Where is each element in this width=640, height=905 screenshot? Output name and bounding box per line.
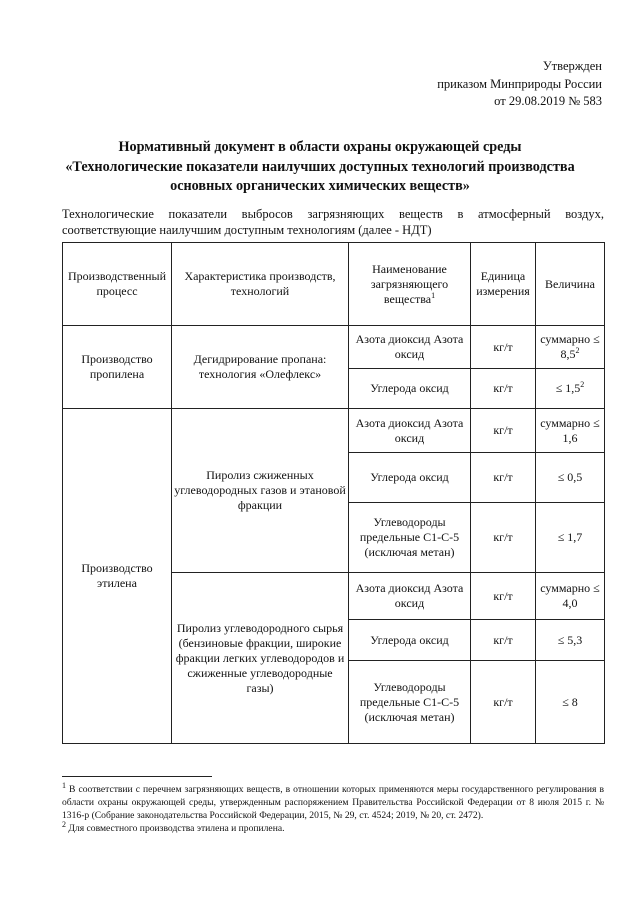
- cell-value: суммарно ≤ 1,6: [536, 409, 605, 453]
- title-line-3: основных органических химических веществ»: [170, 178, 470, 194]
- header-value: Величина: [536, 243, 605, 326]
- cell-value: ≤ $1,5^2$: [536, 369, 605, 409]
- header-process: Производственный процесс: [63, 243, 172, 326]
- cell-pollutant: Азота диоксид Азота оксид: [349, 326, 471, 369]
- footnotes: [62, 780, 604, 835]
- title-line-1: Нормативный документ в области охраны окружающей среды: [118, 139, 522, 155]
- approval-line-3: от 29.08.2019 № 583: [494, 94, 602, 108]
- document-title: [40, 138, 600, 197]
- table-row: [63, 409, 605, 453]
- approval-line-2: приказом Минприроды России: [437, 76, 602, 91]
- cell-value: ≤ 1,7: [536, 503, 605, 573]
- cell-unit: кг/т: [471, 620, 536, 661]
- cell-pollutant: Углерода оксид: [349, 369, 471, 409]
- header-pollutant: Наименование загрязняющего вещества$^1$: [349, 243, 471, 326]
- cell-tech-ethylene-1: Пиролиз сжиженных углеводородных газов и этановой фракции: [172, 409, 349, 573]
- cell-unit: кг/т: [471, 369, 536, 409]
- cell-value: ≤ 8: [536, 661, 605, 744]
- cell-pollutant: Азота диоксид Азота оксид: [349, 409, 471, 453]
- table-row: [63, 326, 605, 369]
- approval-line-1: Утвержден: [542, 59, 602, 73]
- cell-value: суммарно ≤ $8,5^2$: [536, 326, 605, 369]
- cell-process-propylene: Производство пропилена: [63, 326, 172, 409]
- cell-pollutant: Углеводороды предельные С1-С-5 (исключая метан): [349, 661, 471, 744]
- footnote-1: $^1$ В соответствии с перечнем загрязняющих веществ, в отношении которых применяются меры государственного регулирования в области охраны окружающей среды, утвержденным распоряжением Правительства Российской Федерации от 8 июля 2015 г. № 1316-р (Собрание законодательства Российской Федерации, 2015, № 29, ст. 4524; 2019, № 20, ст. 2472).: [62, 780, 604, 821]
- footnote-divider: [62, 776, 212, 777]
- cell-value: ≤ 5,3: [536, 620, 605, 661]
- cell-unit: кг/т: [471, 453, 536, 503]
- cell-process-ethylene: Производство этилена: [63, 409, 172, 744]
- cell-tech-propylene: Дегидрирование пропана: технология «Олефлекс»: [172, 326, 349, 409]
- header-unit: Единица измерения: [471, 243, 536, 326]
- footnote-2: $^2$ Для совместного производства этилена и пропилена.: [62, 819, 285, 834]
- cell-pollutant: Углерода оксид: [349, 620, 471, 661]
- cell-unit: кг/т: [471, 573, 536, 620]
- cell-unit: кг/т: [471, 661, 536, 744]
- header-characteristic: Характеристика производств, технологий: [172, 243, 349, 326]
- approval-block: [437, 58, 602, 111]
- indicators-table: [62, 242, 605, 744]
- cell-pollutant: Углерода оксид: [349, 453, 471, 503]
- table-header-row: [63, 243, 605, 326]
- cell-unit: кг/т: [471, 409, 536, 453]
- title-line-2: «Технологические показатели наилучших доступных технологий производства: [65, 158, 575, 175]
- cell-tech-ethylene-2: Пиролиз углеводородного сырья (бензиновые фракции, широкие фракции легких углеводородов и сжиженные углеводородные газы): [172, 573, 349, 744]
- cell-pollutant: Углеводороды предельные С1-С-5 (исключая метан): [349, 503, 471, 573]
- intro-paragraph: Технологические показатели выбросов загрязняющих веществ в атмосферный воздух, соответствующие наилучшим доступным технологиям (далее - НДТ): [62, 207, 604, 237]
- cell-pollutant: Азота диоксид Азота оксид: [349, 573, 471, 620]
- cell-unit: кг/т: [471, 503, 536, 573]
- cell-value: ≤ 0,5: [536, 453, 605, 503]
- cell-value: суммарно ≤ 4,0: [536, 573, 605, 620]
- cell-unit: кг/т: [471, 326, 536, 369]
